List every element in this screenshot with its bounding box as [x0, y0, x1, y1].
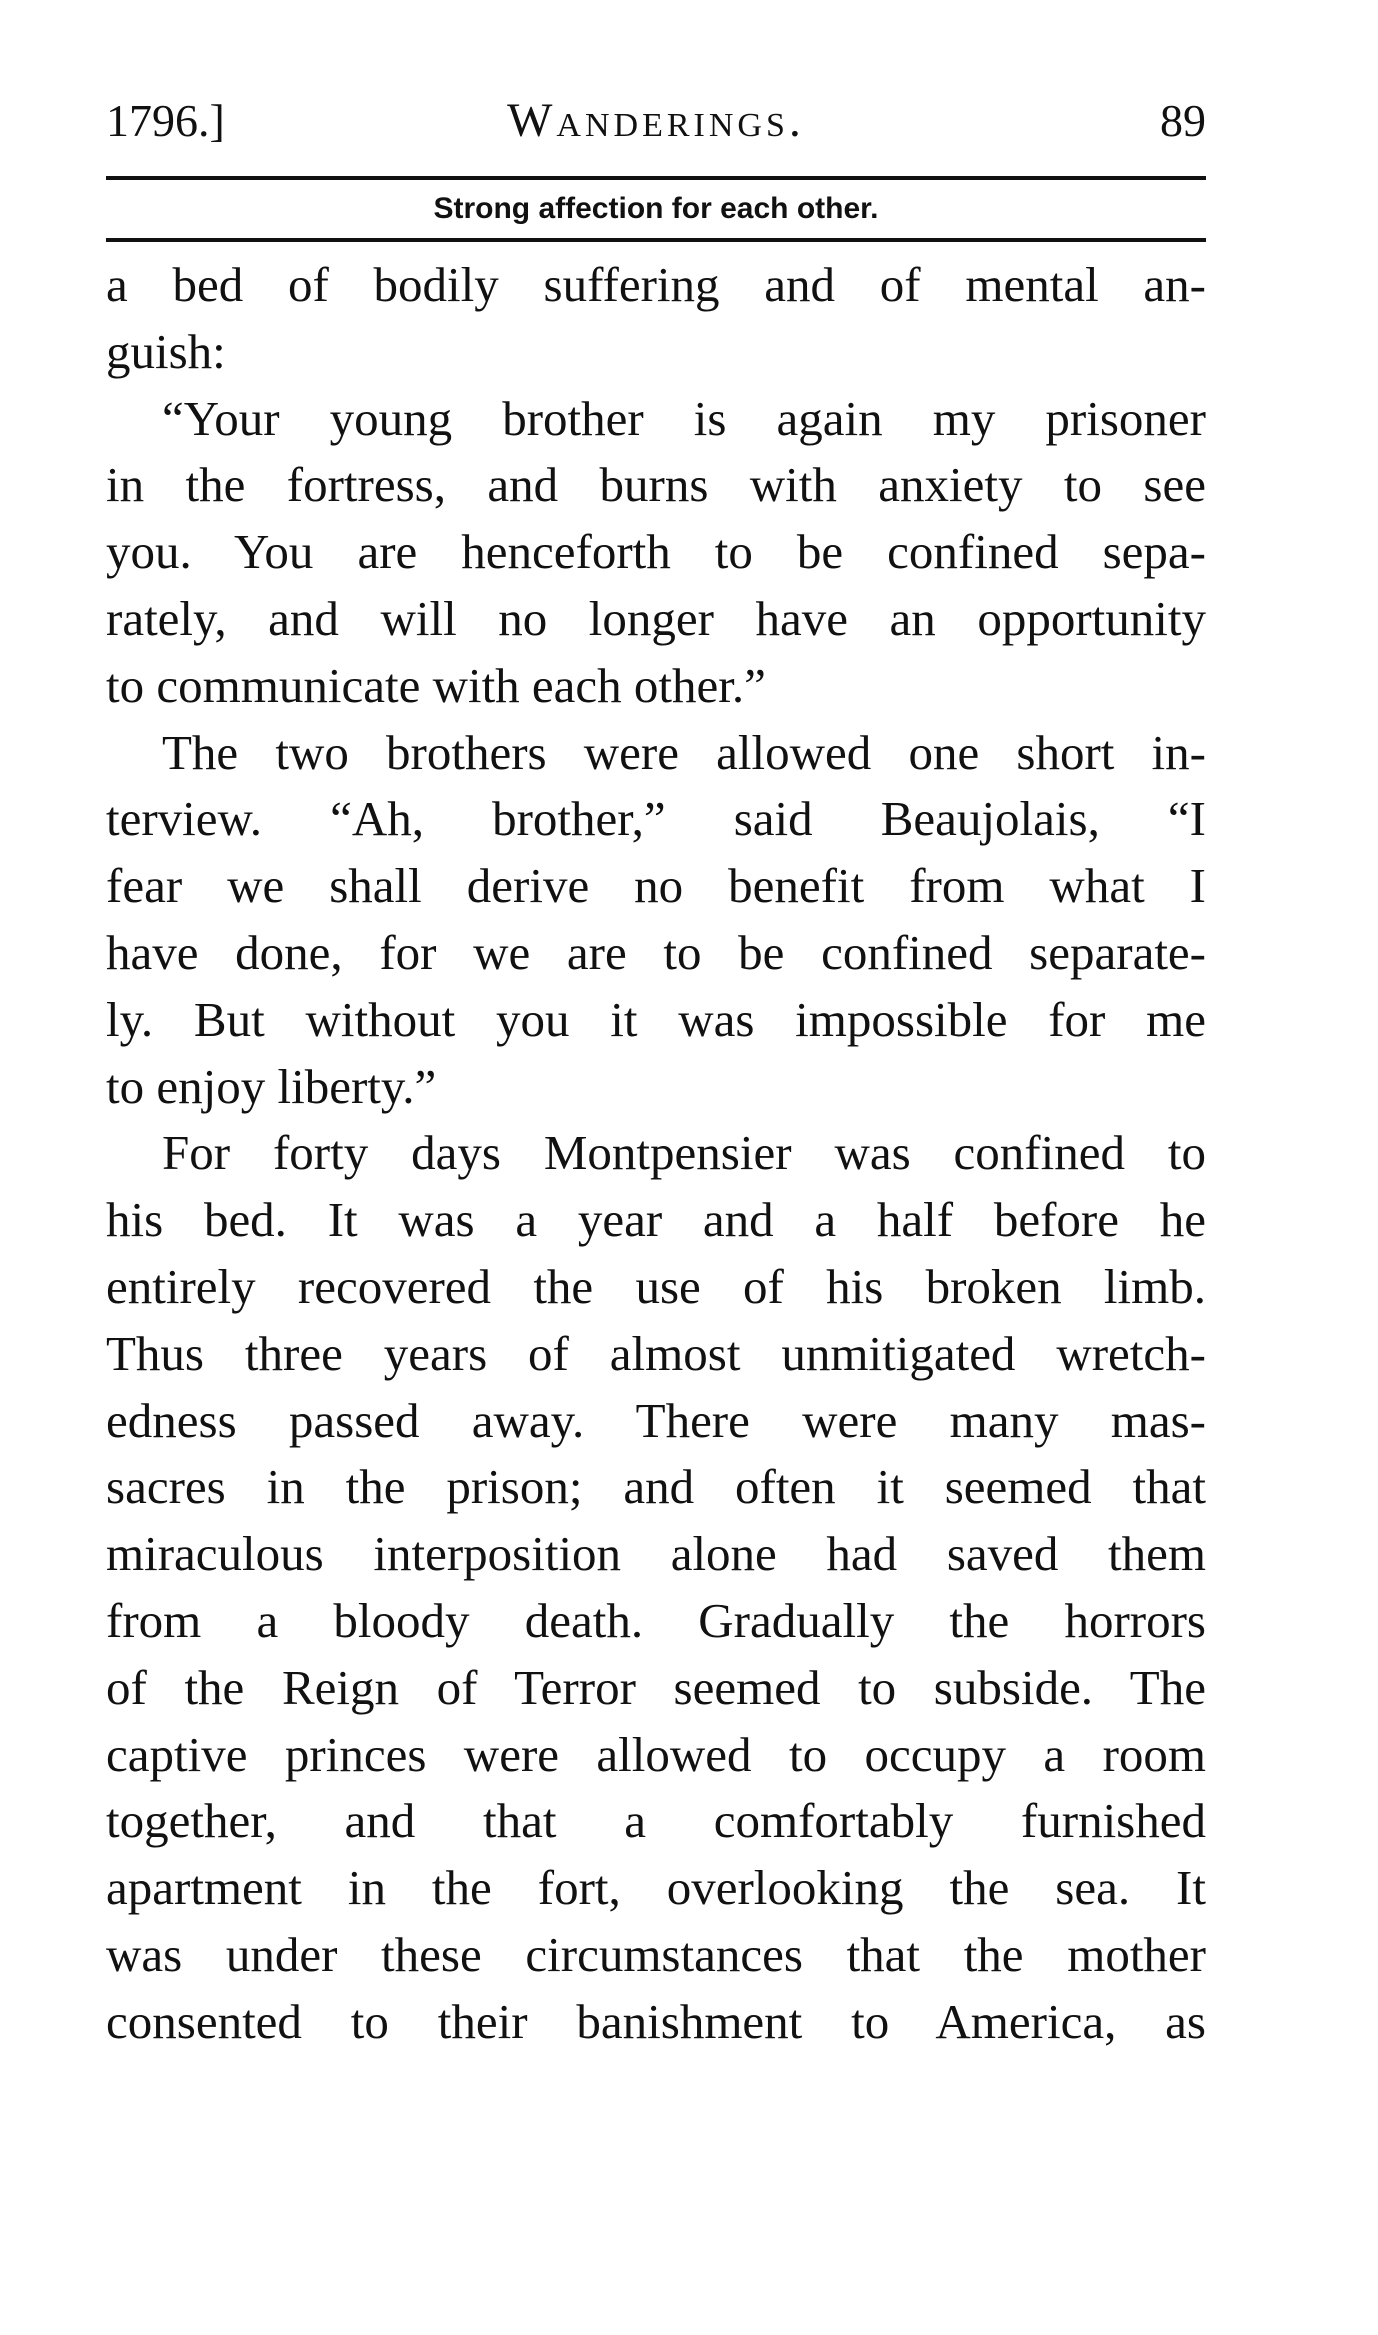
- running-head: [106, 86, 1206, 156]
- section-subheading: Strong affection for each other.: [433, 192, 879, 225]
- text-line: in the fortress, and burns with anxiety to see: [106, 457, 1206, 513]
- text-line: rately, and will no longer have an opportunity: [106, 590, 1206, 646]
- text-line: was under these circumstances that the mother: [106, 1926, 1206, 1982]
- text-line: from a bloody death. Gradually the horrors: [106, 1592, 1206, 1648]
- text-line: of the Reign of Terror seemed to subside. The: [106, 1659, 1206, 1715]
- body-text: [106, 252, 1206, 2056]
- text-line: ly. But without you it was impossible for me: [106, 991, 1206, 1047]
- text-line: have done, for we are to be confined separate-: [106, 924, 1206, 980]
- text-line: entirely recovered the use of his broken limb.: [106, 1258, 1206, 1314]
- text-line: captive princes were allowed to occupy a room: [106, 1726, 1206, 1782]
- bottom-rule: [106, 238, 1206, 242]
- text-line: For forty days Montpensier was confined to: [162, 1125, 1206, 1181]
- text-line: guish:: [106, 323, 226, 379]
- text-line: together, and that a comfortably furnished: [106, 1793, 1206, 1849]
- text-line: Thus three years of almost unmitigated wretch-: [106, 1325, 1206, 1381]
- text-line: apartment in the fort, overlooking the sea. It: [106, 1860, 1206, 1916]
- text-line: to enjoy liberty.”: [106, 1058, 437, 1114]
- running-head-year: 1796.]: [106, 95, 225, 146]
- text-line: his bed. It was a year and a half before he: [106, 1192, 1206, 1248]
- text-line: “Your young brother is again my prisoner: [162, 390, 1206, 446]
- text-line: consented to their banishment to America, as: [106, 1993, 1206, 2049]
- text-line: fear we shall derive no benefit from what I: [106, 858, 1206, 914]
- text-line: a bed of bodily suffering and of mental an-: [106, 257, 1206, 312]
- text-line: terview. “Ah, brother,” said Beaujolais, “I: [106, 791, 1206, 847]
- book-page: [106, 0, 1206, 2335]
- text-line: to communicate with each other.”: [106, 657, 766, 713]
- top-rule: [106, 176, 1206, 180]
- text-line: The two brothers were allowed one short in-: [162, 724, 1206, 780]
- text-line: miraculous interposition alone had saved them: [106, 1526, 1206, 1582]
- text-line: sacres in the prison; and often it seemed that: [106, 1459, 1206, 1515]
- text-line: edness passed away. There were many mas-: [106, 1392, 1206, 1448]
- text-line: you. You are henceforth to be confined sepa-: [106, 524, 1206, 580]
- page-number: 89: [1160, 95, 1206, 146]
- running-head-title: Wanderings.: [507, 94, 805, 147]
